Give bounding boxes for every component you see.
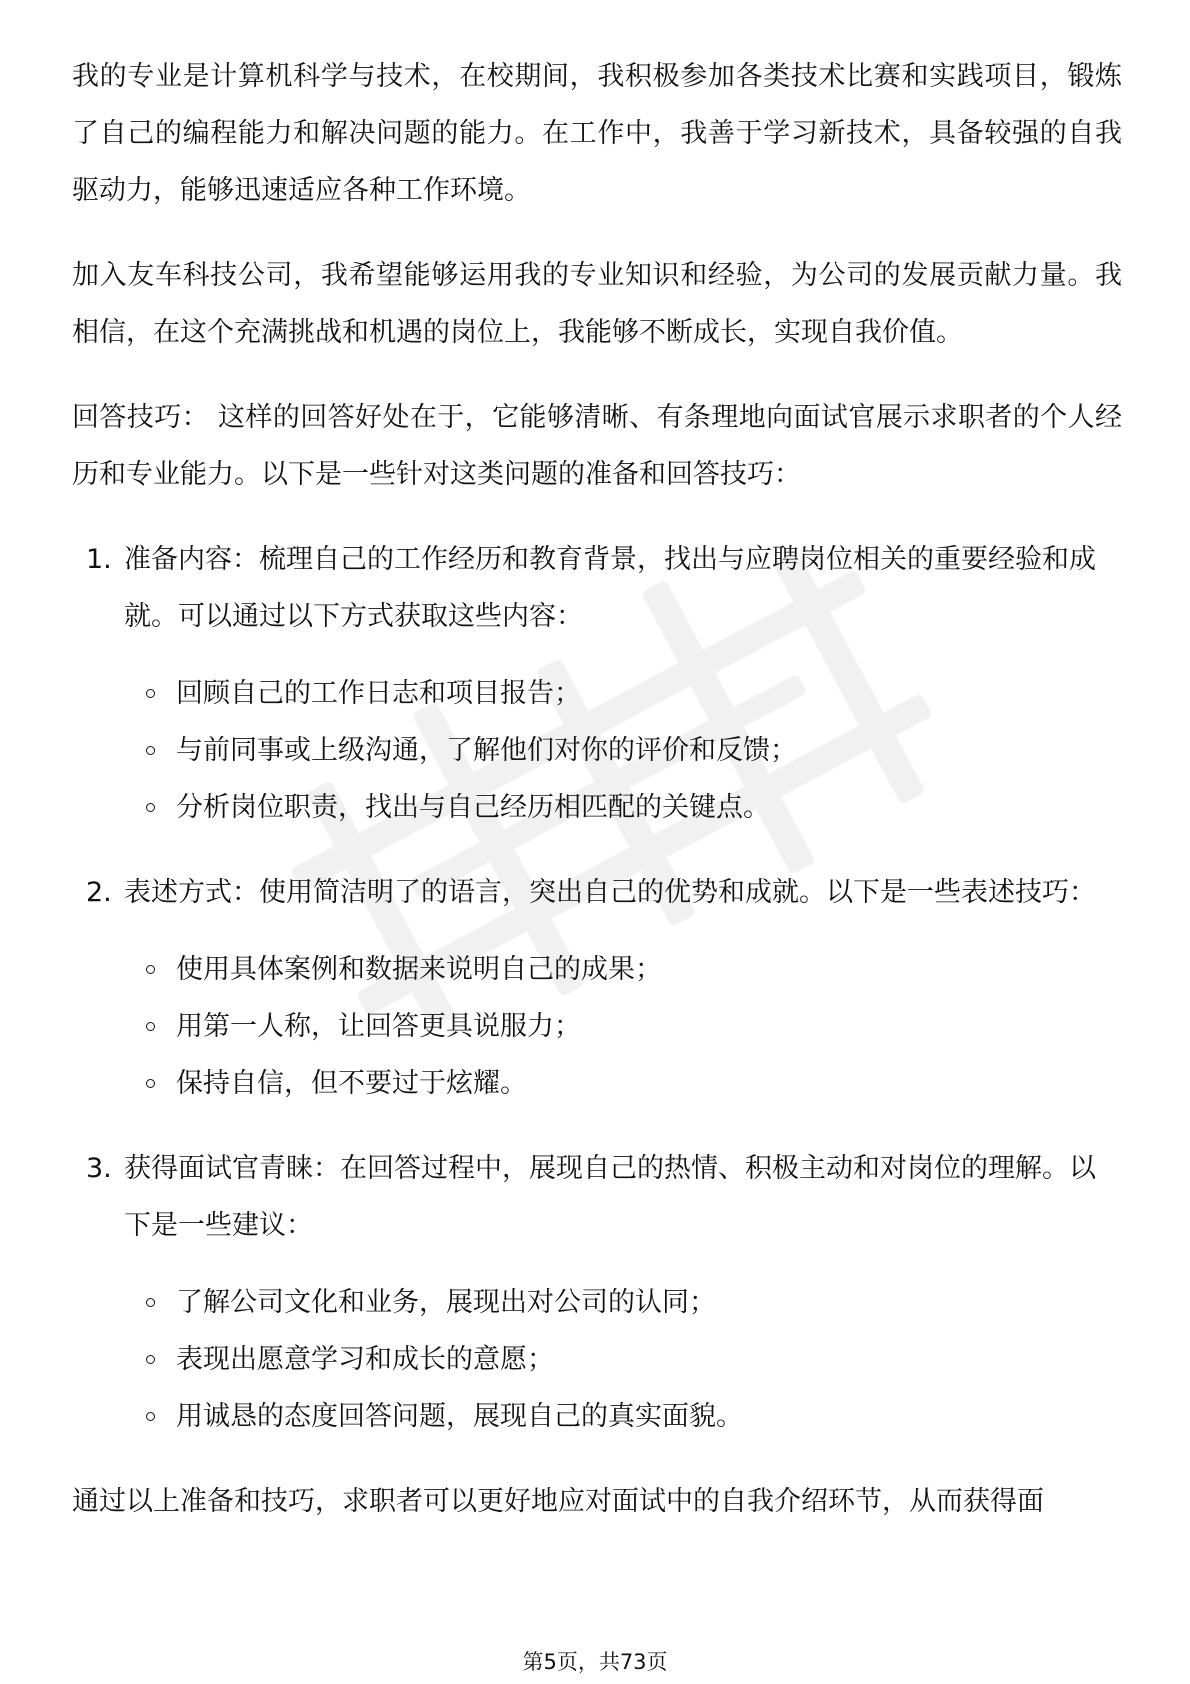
- tip-sublist: [124, 1274, 1122, 1445]
- hollow-bullet-icon: [146, 803, 155, 812]
- hollow-bullet-icon: [146, 1355, 155, 1364]
- paragraph-answer-tips: 回答技巧： 这样的回答好处在于，它能够清晰、有条理地向面试官展示求职者的个人经历和专业能力。以下是一些针对这类问题的准备和回答技巧：: [72, 402, 1122, 490]
- tip-sublist: [124, 665, 1122, 836]
- tip-item-3: [72, 1140, 1122, 1445]
- sub-list-item: [124, 722, 1122, 779]
- paragraph-intro-major: 我的专业是计算机科学与技术，在校期间，我积极参加各类技术比赛和实践项目，锻炼了自己的编程能力和解决问题的能力。在工作中，我善于学习新技术，具备较强的自我驱动力，能够迅速适应各种工作环境。: [72, 61, 1122, 206]
- sub-list-item: [124, 1274, 1122, 1331]
- sub-list-item: [124, 998, 1122, 1055]
- sub-list-item: [124, 779, 1122, 836]
- page-number-footer: 第5页，共73页: [522, 1650, 668, 1674]
- hollow-bullet-icon: [146, 1079, 155, 1088]
- tip-sublist: [124, 941, 1122, 1112]
- hollow-bullet-icon: [146, 746, 155, 755]
- tip-text: 获得面试官青睐：在回答过程中，展现自己的热情、积极主动和对岗位的理解。以下是一些建议：: [124, 1153, 1096, 1241]
- tip-number: 1.: [86, 544, 112, 575]
- paragraph-closing: 通过以上准备和技巧，求职者可以更好地应对面试中的自我介绍环节，从而获得面: [72, 1486, 1044, 1517]
- tip-number: 3.: [86, 1153, 112, 1184]
- tip-text: 表述方式：使用简洁明了的语言，突出自己的优势和成就。以下是一些表述技巧：: [124, 877, 1096, 908]
- tip-item-1: [72, 531, 1122, 836]
- hollow-bullet-icon: [146, 689, 155, 698]
- tip-number: 2.: [86, 877, 112, 908]
- paragraph-join-company: 加入友车科技公司，我希望能够运用我的专业知识和经验，为公司的发展贡献力量。我相信，在这个充满挑战和机遇的岗位上，我能够不断成长，实现自我价值。: [72, 260, 1122, 348]
- sub-item-text: 回顾自己的工作日志和项目报告；: [176, 678, 581, 709]
- sub-item-text: 分析岗位职责，找出与自己经历相匹配的关键点。: [176, 792, 770, 823]
- tips-list: [72, 531, 1122, 1445]
- hollow-bullet-icon: [146, 965, 155, 974]
- document-body: [72, 48, 1122, 1558]
- sub-item-text: 保持自信，但不要过于炫耀。: [176, 1068, 527, 1099]
- sub-item-text: 表现出愿意学习和成长的意愿；: [176, 1344, 554, 1375]
- sub-list-item: [124, 941, 1122, 998]
- sub-list-item: [124, 665, 1122, 722]
- sub-list-item: [124, 1055, 1122, 1112]
- sub-item-text: 使用具体案例和数据来说明自己的成果；: [176, 954, 662, 985]
- tip-item-2: [72, 864, 1122, 1112]
- hollow-bullet-icon: [146, 1022, 155, 1031]
- hollow-bullet-icon: [146, 1412, 155, 1421]
- sub-item-text: 用第一人称，让回答更具说服力；: [176, 1011, 581, 1042]
- sub-list-item: [124, 1331, 1122, 1388]
- sub-item-text: 了解公司文化和业务，展现出对公司的认同；: [176, 1287, 716, 1318]
- tip-text: 准备内容：梳理自己的工作经历和教育背景，找出与应聘岗位相关的重要经验和成就。可以通过以下方式获取这些内容：: [124, 544, 1096, 632]
- sub-item-text: 与前同事或上级沟通，了解他们对你的评价和反馈；: [176, 735, 797, 766]
- hollow-bullet-icon: [146, 1298, 155, 1307]
- sub-item-text: 用诚恳的态度回答问题，展现自己的真实面貌。: [176, 1401, 743, 1432]
- sub-list-item: [124, 1388, 1122, 1445]
